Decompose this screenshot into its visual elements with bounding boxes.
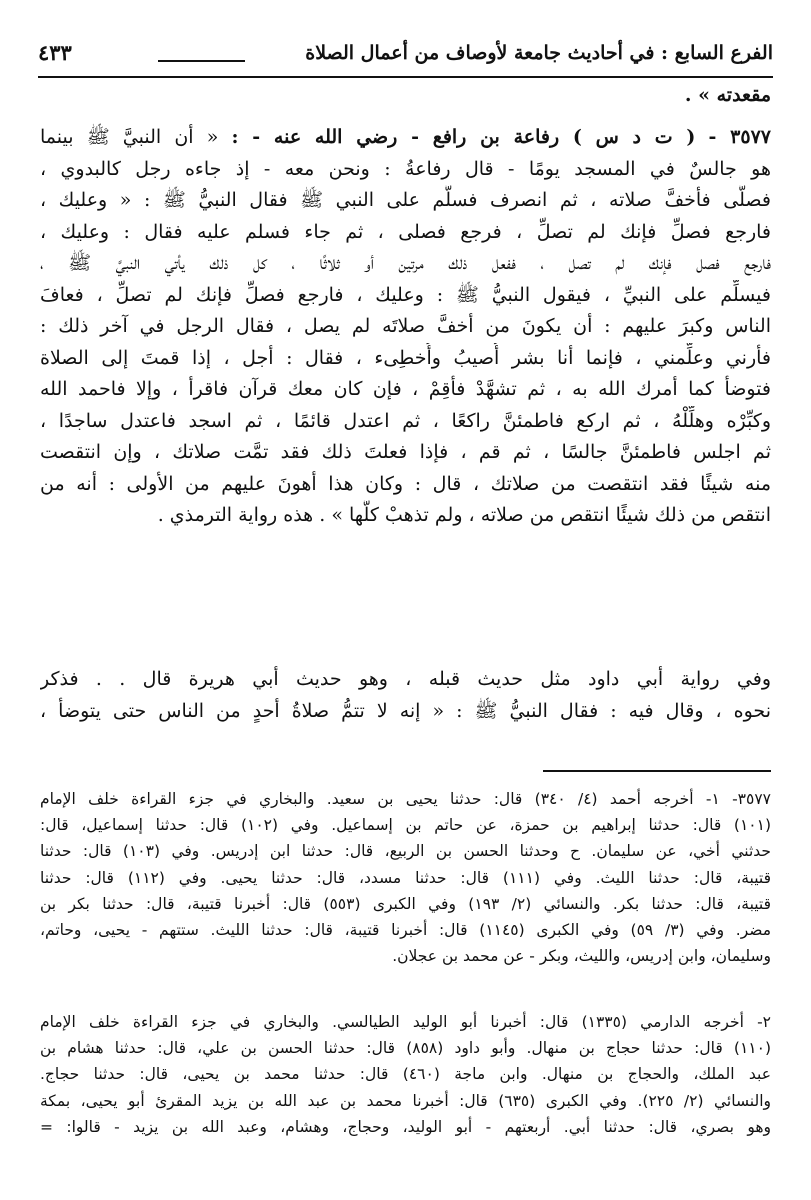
footnote-line: ٣٥٧٧- ١- أخرجه أحمد (٤/ ٣٤٠) قال: حدثنا يحيى بن سعيد. والبخاري في جزء القراءة خلف الإمام <box>40 790 771 808</box>
running-header <box>38 38 773 70</box>
footnote-line: وسليمان، وابن إدريس، والليث، وبكر - عن محمد بن عجلان. <box>392 947 771 966</box>
footnote-1 <box>40 786 771 969</box>
text-line: ثم اجلس فاطمئنَّ جالسًا ، ثم قم ، فإذا فعلتَ ذلك فقد تمَّت صلاتك ، وإن انتقصت <box>40 441 771 463</box>
text-line: وفي رواية أبي داود مثل حديث قبله ، وهو حديث أبي هريرة قال . . فذكر <box>40 668 771 690</box>
text-line: فيسلِّم على النبيِّ ، فيقول النبيُّ ﷺ : وعليك ، فارجع فصلِّ فإنك لم تصلِّ ، فعافَ <box>40 283 771 306</box>
header-divider <box>38 76 773 78</box>
text-line: فصلَّى فأخفَّ صلاته ، ثم انصرف فسلَّم على النبي ﷺ فقال النبيُّ ﷺ : « وعليك ، <box>40 189 771 211</box>
footnote-separator <box>543 770 771 772</box>
footnote-line: وهو بصري، قال: حدثنا أبي. أربعتهم - أبو الوليد، وحجاج، وهشام، وعبد الله بن يزيد - قالوا: = <box>40 1117 771 1136</box>
footnote-line: (١٠١) قال: حدثنا إبراهيم بن حمزة، عن حاتم بن إسماعيل. وفي (١٠٢) قال: حدثنا إسماعيل، قال: <box>40 816 771 835</box>
text-line: نحوه ، وقال فيه : فقال النبيُّ ﷺ : « إنه لا تتمُّ صلاةُ أحدٍ من الناس حتى يتوضأ ، <box>40 699 771 722</box>
text-line: انتقص من ذلك شيئًا انتقص من صلاته ، ولم تذهبْ كلُّها » . هذه رواية الترمذي . <box>157 504 771 526</box>
narrator-chain: ( ت د س ) رفاعة بن رافع - رضي الله عنه - : <box>231 126 696 148</box>
hadith-paragraph <box>40 122 771 532</box>
footnote-line: قتيبة، قال: حدثنا بكر. والنسائي (٢/ ١٩٣) وفي الكبرى (٥٥٣) قال: أخبرنا قتيبة، قال: حدثنا بكر بن <box>40 894 771 913</box>
footnote-line: (١١٠) قال: حدثنا حجاج بن منهال. وأبو داود (٨٥٨) قال: حدثنا الحسن بن علي، قال: حدثنا هشام بن <box>40 1039 771 1058</box>
footnote-line: قتيبة، قال: حدثنا الليث. وفي (١١١) قال: حدثنا مسدد، قال: حدثنا يحيى. وفي (١١٢) قال: حدثنا <box>40 868 771 887</box>
header-dash-rule <box>158 60 245 62</box>
text-line: فارجع فصل فإنك لم تصل ، ففعل ذلك مرتين أو ثلاثًا ، كل ذلك يأتي النبيَّ ﷺ ، <box>40 252 771 274</box>
footnote-2 <box>40 1009 771 1140</box>
continued-text: مقعدته » . <box>684 84 771 106</box>
chapter-title: الفرع السابع : في أحاديث جامعة لأوصاف من أعمال الصلاة <box>305 42 773 64</box>
text-line: فأرني وعلِّمني ، فإنما أنا بشر أُصيبُ وأُخطِىء ، فقال : أجل ، إذا قمتَ إلى الصلاة <box>40 346 771 369</box>
text-line <box>40 122 771 154</box>
hadith-number: ٣٥٧٧ - <box>708 126 771 148</box>
text-segment: « أن النبيَّ ﷺ بينما <box>40 126 219 148</box>
footnote-line: ٢- أخرجه الدارمي (١٣٣٥) قال: أخبرنا أبو الوليد الطيالسي. والبخاري في جزء القراءة خلف الإمام <box>40 1013 771 1031</box>
text-line: هو جالسٌ في المسجد يومًا - قال رفاعةُ : ونحن معه - إذ جاءه رجل كالبدوي ، <box>40 157 771 180</box>
text-line: وكبِّرْه وهلِّلْهُ ، ثم اركع فاطمئنَّ راكعًا ، ثم اعتدل قائمًا ، ثم اسجد فاعتدل ساجدًا ، <box>40 409 771 432</box>
text-line: فتوضأ كما أمرك الله به ، ثم تشهَّدْ فأقِمْ ، فإن كان معك قرآن فاقرأ ، وإلا فاحمد الله <box>40 378 771 400</box>
footnote-line: والنسائي (٢/ ٢٢٥). وفي الكبرى (٦٣٥) قال: أخبرنا محمد بن عبد الله بن يزيد المقرئ أبو يحيى، بمكة <box>40 1091 771 1110</box>
footnote-line: مضر. وفي (٣/ ٥٩) وفي الكبرى (١١٤٥) قال: أخبرنا قتيبة، قال: حدثنا الليث. ستتهم - يحيى، وحاتم، <box>40 920 771 939</box>
hadith-abudawud-paragraph <box>40 664 771 727</box>
text-line: الناس وكبرَ عليهم : أن يكونَ من أخفَّ صلاتَه لم يصل ، فقال الرجل في آخر ذلك : <box>40 315 771 337</box>
text-line: منه شيئًا فقد انتقصت من صلاتك ، قال : وكان هذا أهونَ عليهم من الأولى : أنه من <box>40 472 771 495</box>
page-number: ٤٣٣ <box>38 40 72 65</box>
text-line: فارجع فصلِّ فإنك لم تصلِّ ، فرجع فصلى ، ثم جاء فسلم عليه فقال : وعليك ، <box>40 220 771 243</box>
footnote-line: عبد الملك، والحجاج بن منهال. وابن ماجة (٤٦٠) قال: حدثنا محمد بن يحيى، قال: حدثنا حجاج. <box>40 1065 771 1084</box>
footnote-line: حدثني أخي، عن سليمان. ح وحدثنا الحسن بن الربيع، قال: حدثنا ابن إدريس. وفي (١٠٣) قال: حدثنا <box>40 842 771 861</box>
